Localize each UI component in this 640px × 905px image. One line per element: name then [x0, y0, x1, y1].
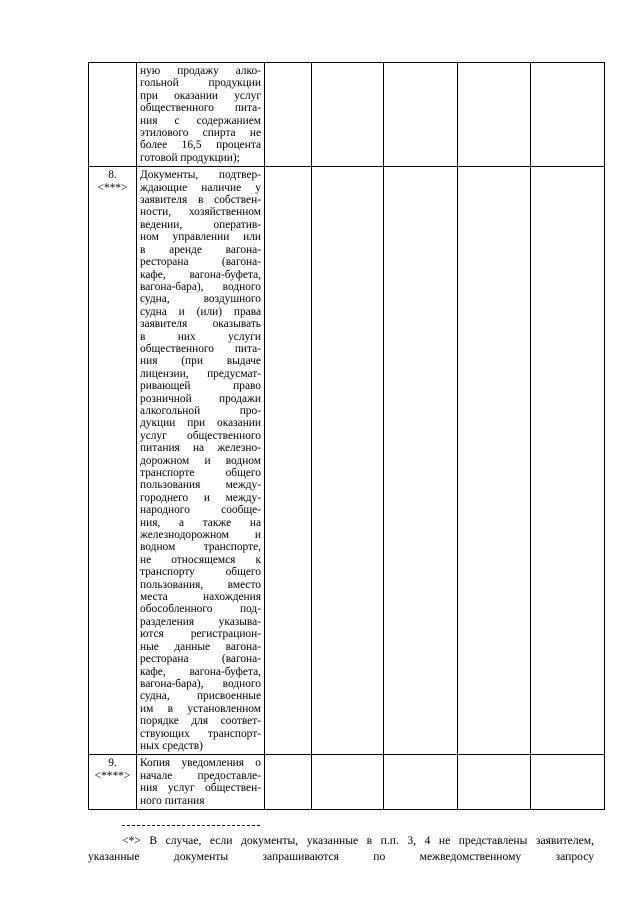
empty-cell — [312, 63, 384, 167]
description-line: заявителя оказывать — [140, 318, 261, 331]
footnote-line-1: <*> В случае, если документы, указанные в п.п. 3, 4 не представлены заявителем, — [122, 834, 594, 847]
description-line: городнего и между- — [140, 491, 261, 504]
description-line: не относящемся к — [140, 553, 261, 566]
description-line: Документы, подтвер- — [140, 169, 261, 182]
table-row — [89, 63, 605, 167]
description-line: дукции при оказании — [140, 417, 261, 430]
empty-cell — [384, 167, 458, 755]
description-line: железнодорожном и — [140, 529, 261, 542]
description-line: судна, воздушного — [140, 293, 261, 306]
footnote — [88, 833, 594, 865]
description-line: ния, а также на — [140, 516, 261, 529]
description-line: кафе, вагона-буфета, — [140, 268, 261, 281]
empty-cell — [384, 63, 458, 167]
description-line: ведении, оператив- — [140, 218, 261, 231]
documents-table — [88, 62, 605, 810]
empty-cell — [458, 63, 531, 167]
description-line: гольной продукции — [140, 77, 261, 90]
description-line: пользования между- — [140, 479, 261, 492]
description-line: ного питания — [140, 794, 205, 807]
description-line: ния с содержанием — [140, 114, 261, 127]
empty-cell — [458, 167, 531, 755]
description-line: более 16,5 процента — [140, 139, 261, 152]
empty-cell — [531, 167, 605, 755]
document-description — [137, 63, 265, 167]
description-line: им в установленном — [140, 702, 261, 715]
description-line: судна, присвоенные — [140, 690, 261, 703]
description-line: услуг общественного — [140, 429, 261, 442]
description-line: заявителя в собствен- — [140, 194, 261, 207]
description-line: ности, хозяйственном — [140, 206, 261, 219]
description-line: ствующих транспорт- — [140, 727, 261, 740]
description-line: дорожном и водном — [140, 454, 261, 467]
description-line: ном управлении или — [140, 231, 261, 244]
empty-cell — [265, 167, 312, 755]
description-line: питания на железно- — [140, 442, 261, 455]
description-line: розничной продажи — [140, 392, 261, 405]
description-line: судна и (или) права — [140, 305, 261, 318]
description-line: ресторана (вагона- — [140, 653, 261, 666]
description-line: этилового спирта не — [140, 127, 261, 140]
description-line: при оказании услуг — [140, 89, 261, 102]
description-line: вагона-бара), водного — [140, 677, 261, 690]
empty-cell — [531, 63, 605, 167]
description-line: транспорту общего — [140, 566, 261, 579]
description-line: транспорте общего — [140, 467, 261, 479]
description-line: места нахождения — [140, 591, 261, 604]
description-line: вагона-бара), водного — [140, 280, 261, 293]
description-line: лицензии, предусмат- — [140, 367, 261, 380]
description-line: в аренде вагона- — [140, 243, 261, 256]
empty-cell — [265, 755, 312, 810]
row-number-part: <****> — [94, 769, 131, 782]
row-number — [89, 755, 137, 810]
description-line: ных средств) — [140, 739, 203, 752]
description-line: народного сообще- — [140, 504, 261, 517]
footnote-line-2: указанные документы запрашиваются по межведомственному запросу — [88, 850, 594, 863]
description-line: готовой продукции); — [140, 151, 240, 164]
empty-cell — [265, 63, 312, 167]
description-line: ресторана (вагона- — [140, 256, 261, 269]
description-line: в них услуги — [140, 330, 261, 343]
row-number — [89, 63, 137, 167]
row-number-part: <***> — [97, 181, 128, 194]
description-line: общественного пита- — [140, 102, 261, 115]
description-line: разделения указыва- — [140, 615, 261, 628]
footnote-separator — [122, 825, 260, 826]
description-line: ные данные вагона- — [140, 640, 261, 653]
description-line: ривающей право — [140, 380, 261, 393]
empty-cell — [531, 755, 605, 810]
description-line: ждающие наличие у — [140, 181, 261, 194]
description-line: водном транспорте, — [140, 541, 261, 554]
row-number-part: 8. — [108, 169, 117, 182]
description-line: кафе, вагона-буфета, — [140, 665, 261, 678]
description-line: Копия уведомления о — [140, 757, 261, 770]
description-line: общественного пита- — [140, 342, 261, 355]
description-line: ную продажу алко- — [140, 65, 261, 77]
table-row — [89, 167, 605, 755]
table-row — [89, 755, 605, 810]
description-line: ния (при выдаче — [140, 355, 261, 368]
description-line: алкогольной про- — [140, 404, 261, 417]
description-line: ния услуг обществен- — [140, 782, 261, 795]
description-line: пользования, вместо — [140, 578, 261, 591]
empty-cell — [458, 755, 531, 810]
empty-cell — [312, 167, 384, 755]
description-line: начале предоставле- — [140, 769, 261, 782]
row-number-part: 9. — [108, 757, 117, 770]
table-body — [89, 63, 605, 810]
row-number — [89, 167, 137, 755]
empty-cell — [384, 755, 458, 810]
document-description — [137, 755, 265, 810]
description-line: ются регистрацион- — [140, 628, 261, 641]
empty-cell — [312, 755, 384, 810]
description-line: порядке для соответ- — [140, 715, 261, 728]
description-line: обособленного под- — [140, 603, 261, 616]
document-description — [137, 167, 265, 755]
